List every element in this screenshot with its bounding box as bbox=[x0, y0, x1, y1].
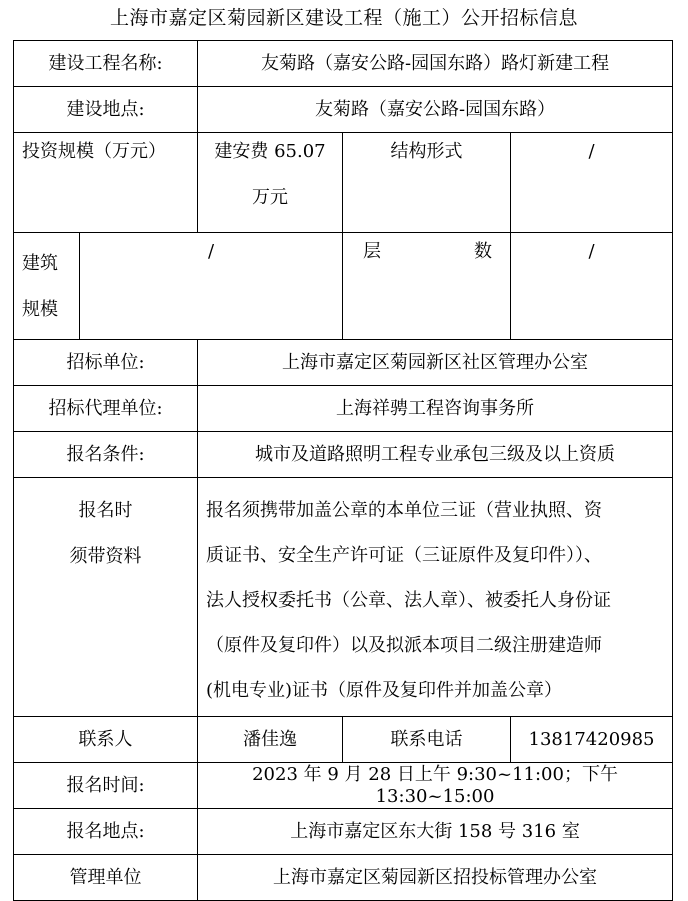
row-requirement bbox=[14, 432, 673, 478]
row-tenderer bbox=[14, 340, 673, 386]
agent-label: 招标代理单位: bbox=[14, 386, 198, 432]
investment-value-line2: 万元 bbox=[252, 187, 289, 208]
reg-time-value: 2023 年 9 月 28 日上午 9:30~11:00；下午 13:30~15:00 bbox=[198, 763, 673, 809]
row-reg-time bbox=[14, 763, 673, 809]
reg-place-label: 报名地点: bbox=[14, 809, 198, 855]
location-label: 建设地点: bbox=[14, 87, 198, 133]
reg-time-label: 报名时间: bbox=[14, 763, 198, 809]
building-label-line2: 规模 bbox=[22, 299, 58, 320]
phone-value: 13817420985 bbox=[511, 717, 673, 763]
management-value: 上海市嘉定区菊园新区招投标管理办公室 bbox=[198, 855, 673, 901]
row-investment bbox=[14, 133, 673, 233]
row-reg-place bbox=[14, 809, 673, 855]
floors-label-b: 数 bbox=[474, 241, 493, 262]
materials-line: 法人授权委托书（公章、法人章）、被委托人身份证 bbox=[206, 590, 612, 611]
row-agent bbox=[14, 386, 673, 432]
investment-value-line1: 建安费 65.07 bbox=[214, 141, 326, 162]
tenderer-label: 招标单位: bbox=[14, 340, 198, 386]
project-name-value: 友菊路（嘉安公路-园国东路）路灯新建工程 bbox=[198, 41, 673, 87]
structure-value: / bbox=[511, 133, 673, 233]
materials-label bbox=[14, 478, 198, 717]
row-building bbox=[14, 233, 673, 340]
management-label: 管理单位 bbox=[14, 855, 198, 901]
materials-line: (机电专业)证书（原件及复印件并加盖公章） bbox=[206, 680, 563, 701]
materials-line: （原件及复印件）以及拟派本项目二级注册建造师 bbox=[206, 635, 603, 656]
page-title: 上海市嘉定区菊园新区建设工程（施工）公开招标信息 bbox=[109, 7, 578, 29]
row-management bbox=[14, 855, 673, 901]
reg-place-value: 上海市嘉定区东大街 158 号 316 室 bbox=[198, 809, 673, 855]
tenderer-value: 上海市嘉定区菊园新区社区管理办公室 bbox=[198, 340, 673, 386]
building-label bbox=[14, 233, 80, 340]
materials-line: 质证书、安全生产许可证（三证原件及复印件））、 bbox=[206, 545, 603, 566]
floors-label-a: 层 bbox=[363, 241, 382, 262]
requirement-label: 报名条件: bbox=[14, 432, 198, 478]
materials-label-line1: 报名时 bbox=[78, 500, 133, 521]
materials-value bbox=[198, 478, 673, 717]
project-name-label: 建设工程名称: bbox=[14, 41, 198, 87]
row-materials bbox=[14, 478, 673, 717]
row-project-name bbox=[14, 41, 673, 87]
phone-label: 联系电话 bbox=[343, 717, 511, 763]
row-contact bbox=[14, 717, 673, 763]
building-value: / bbox=[80, 233, 343, 340]
requirement-value: 城市及道路照明工程专业承包三级及以上资质 bbox=[198, 432, 673, 478]
tender-info-table bbox=[13, 40, 673, 901]
materials-label-line2: 须带资料 bbox=[69, 546, 142, 567]
materials-line: 报名须携带加盖公章的本单位三证（营业执照、资 bbox=[206, 500, 603, 521]
structure-label: 结构形式 bbox=[343, 133, 511, 233]
building-label-line1: 建筑 bbox=[22, 253, 58, 274]
investment-label: 投资规模（万元） bbox=[14, 133, 198, 233]
row-location bbox=[14, 87, 673, 133]
investment-value bbox=[198, 133, 343, 233]
floors-value: / bbox=[511, 233, 673, 340]
contact-label: 联系人 bbox=[14, 717, 198, 763]
agent-value: 上海祥骋工程咨询事务所 bbox=[198, 386, 673, 432]
location-value: 友菊路（嘉安公路-园国东路） bbox=[198, 87, 673, 133]
contact-name: 潘佳逸 bbox=[198, 717, 343, 763]
floors-label bbox=[343, 233, 511, 340]
